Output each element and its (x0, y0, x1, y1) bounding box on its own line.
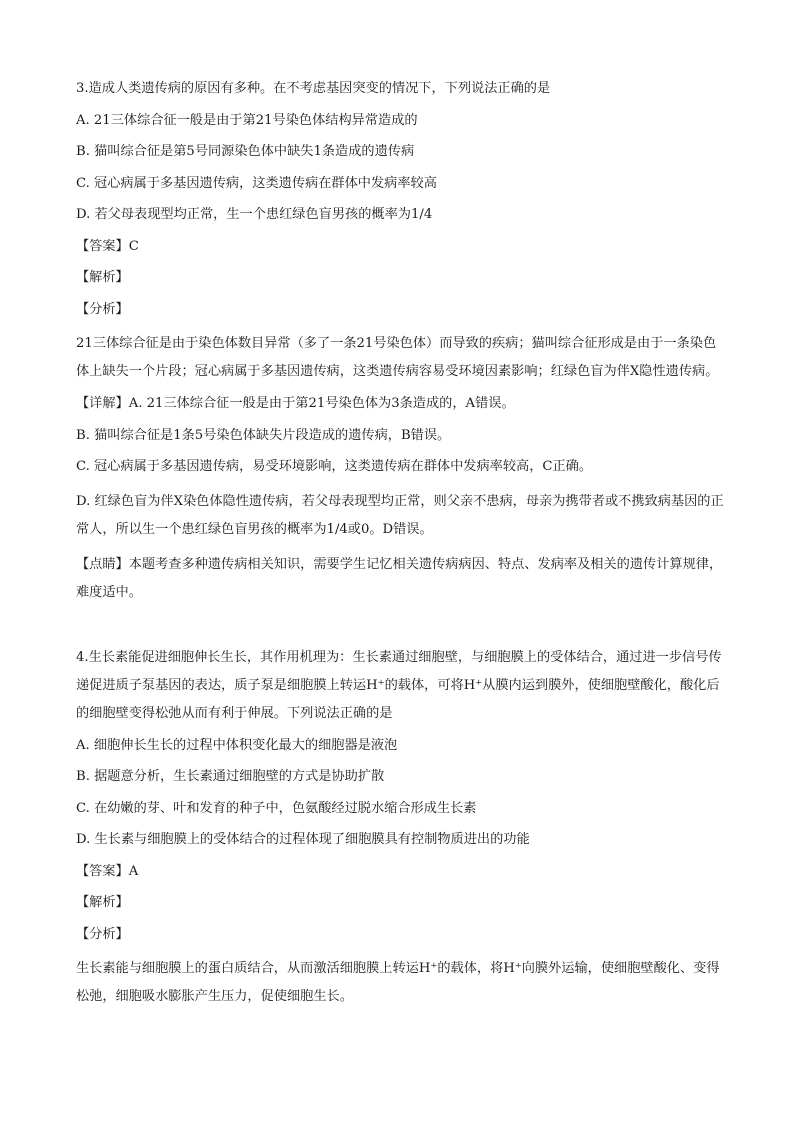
question-4-jiexi-heading: 【解析】 (76, 895, 129, 910)
question-3-detail-a: 【详解】A. 21三体综合征一般是由于第21号染色体为3条造成的，A错误。 (76, 396, 515, 411)
question-3-jiexi-heading: 【解析】 (76, 270, 129, 285)
question-3-analysis: 21三体综合征是由于染色体数目异常（多了一条21号染色体）而导致的疾病；猫叫综合征形成是由于一条染色体上缺失一个片段；冠心病属于多基因遗传病，这类遗传病容易受环境因素影响；红绿色盲为伴X隐性遗传病。 (76, 336, 719, 379)
question-4-analysis: 生长素能与细胞膜上的蛋白质结合，从而激活细胞膜上转运H⁺的载体，将H⁺向膜外运输，使细胞壁酸化、变得松弛，细胞吸水膨胀产生压力，促使细胞生长。 (76, 961, 720, 1004)
question-4-option-a: A. 细胞伸长生长的过程中体积变化最大的细胞器是液泡 (76, 737, 398, 753)
section-spacer (76, 614, 726, 644)
question-4-option-c: C. 在幼嫩的芽、叶和发育的种子中，色氨酸经过脱水缩合形成生长素 (76, 800, 477, 816)
question-4-stem: 4.生长素能促进细胞伸长生长，其作用机理为：生长素通过细胞壁，与细胞膜上的受体结合，通过进一步信号传递促进质子泵基因的表达，质子泵是细胞膜上转运H⁺的载体，可将H⁺从膜内运到膜外，使细胞壁酸化，酸化后的细胞壁变得松弛从而有利于伸展。下列说法正确的是 (76, 649, 722, 721)
question-3-comment: 【点睛】本题考查多种遗传病相关知识，需要学生记忆相关遗传病病因、特点、发病率及相关的遗传计算规律，难度适中。 (76, 556, 723, 600)
question-4 (76, 644, 726, 1012)
question-3-option-c: C. 冠心病属于多基因遗传病，这类遗传病在群体中发病率较高 (76, 175, 437, 191)
question-4-answer: 【答案】A (76, 863, 139, 879)
question-3 (76, 78, 726, 607)
question-3-option-a: A. 21三体综合征一般是由于第21号染色体结构异常造成的 (76, 112, 418, 128)
question-3-detail-c: C. 冠心病属于多基因遗传病，易受环境影响，这类遗传病在群体中发病率较高，C正确。 (76, 459, 593, 474)
document-page (76, 78, 726, 1018)
question-3-detail-d: D. 红绿色盲为伴X染色体隐性遗传病，若父母表现型均正常，则父亲不患病，母亲为携带者或不携致病基因的正常人，所以生一个患红绿色盲男孩的概率为1/4或0。D错误。 (76, 493, 724, 537)
question-3-detail-b: B. 猫叫综合征是1条5号染色体缺失片段造成的遗传病，B错误。 (76, 427, 451, 443)
question-4-fenxi-heading: 【分析】 (76, 926, 129, 942)
question-3-answer: 【答案】C (76, 238, 139, 254)
question-3-fenxi-heading: 【分析】 (76, 301, 129, 317)
question-3-stem: 3.造成人类遗传病的原因有多种。在不考虑基因突变的情况下，下列说法正确的是 (76, 81, 551, 96)
question-3-option-d: D. 若父母表现型均正常，生一个患红绿色盲男孩的概率为1/4 (76, 207, 433, 222)
question-3-option-b: B. 猫叫综合征是第5号同源染色体中缺失1条造成的遗传病 (76, 144, 415, 159)
question-4-option-b: B. 据题意分析，生长素通过细胞壁的方式是协助扩散 (76, 769, 385, 784)
question-4-option-d: D. 生长素与细胞膜上的受体结合的过程体现了细胞膜具有控制物质进出的功能 (76, 832, 530, 847)
